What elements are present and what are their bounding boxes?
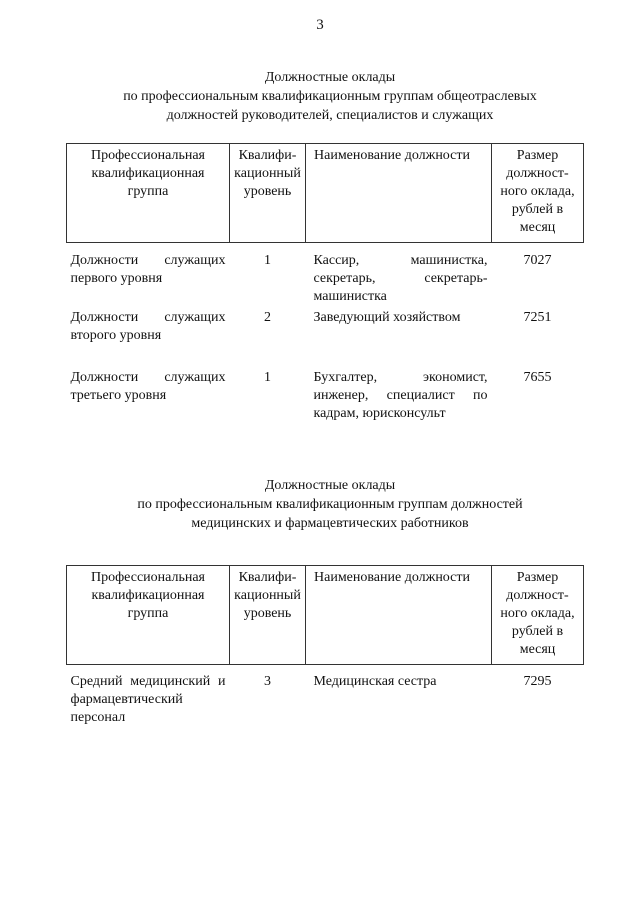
table-header-row [67, 566, 584, 665]
section1-heading [60, 68, 600, 125]
column-header-salary: Размер должност-ного оклада, рублей в месяц [492, 566, 584, 665]
table-row [67, 369, 584, 423]
section1-title-line: Должностные оклады [264, 70, 396, 85]
cell-salary: 7027 [523, 253, 552, 268]
salary-table-medical [66, 565, 584, 727]
cell-position: Кассир, машинистка, секретарь, секретарь-машинистка [313, 253, 488, 304]
section2-heading [60, 476, 600, 533]
section1-title-line: должностей руководителей, специалистов и служащих [166, 108, 494, 123]
column-header-level: Квалифи-кационный уровень [230, 144, 306, 243]
column-header-group: Профессиональная квалификационная группа [67, 144, 230, 243]
column-header-position: Наименование должности [306, 144, 492, 243]
salary-table-general [66, 143, 584, 423]
cell-salary: 7251 [523, 310, 552, 325]
cell-position: Бухгалтер, экономист, инженер, специалист по кадрам, юрисконсульт [313, 370, 488, 421]
section1-title-line: по профессиональным квалификационным группам общеотраслевых [123, 89, 537, 104]
cell-level: 3 [264, 674, 271, 689]
cell-group: Должности служащих первого уровня [70, 253, 226, 286]
table-row [67, 665, 584, 728]
cell-salary: 7655 [523, 370, 552, 385]
cell-salary: 7295 [523, 674, 552, 689]
cell-group: Должности служащих третьего уровня [70, 370, 226, 403]
section2-title-line: медицинских и фармацевтических работников [191, 516, 469, 531]
table-header-row [67, 144, 584, 243]
cell-position: Медицинская сестра [313, 674, 437, 689]
column-header-salary: Размер должност-ного оклада, рублей в месяц [492, 144, 584, 243]
cell-position: Заведующий хозяйством [313, 310, 461, 325]
section2-title-line: Должностные оклады [264, 478, 396, 493]
column-header-level: Квалифи-кационный уровень [230, 566, 306, 665]
cell-level: 1 [264, 370, 271, 385]
cell-group: Средний медицинский и фармацевтический персонал [70, 674, 226, 725]
column-header-group: Профессиональная квалификационная группа [67, 566, 230, 665]
table-row [67, 243, 584, 307]
cell-group: Должности служащих второго уровня [70, 310, 226, 343]
section2-title-line: по профессиональным квалификационным группам должностей [137, 497, 523, 512]
cell-level: 1 [264, 253, 271, 268]
cell-level: 2 [264, 310, 271, 325]
table-row [67, 306, 584, 369]
column-header-position: Наименование должности [306, 566, 492, 665]
page-number: 3 [316, 17, 324, 33]
